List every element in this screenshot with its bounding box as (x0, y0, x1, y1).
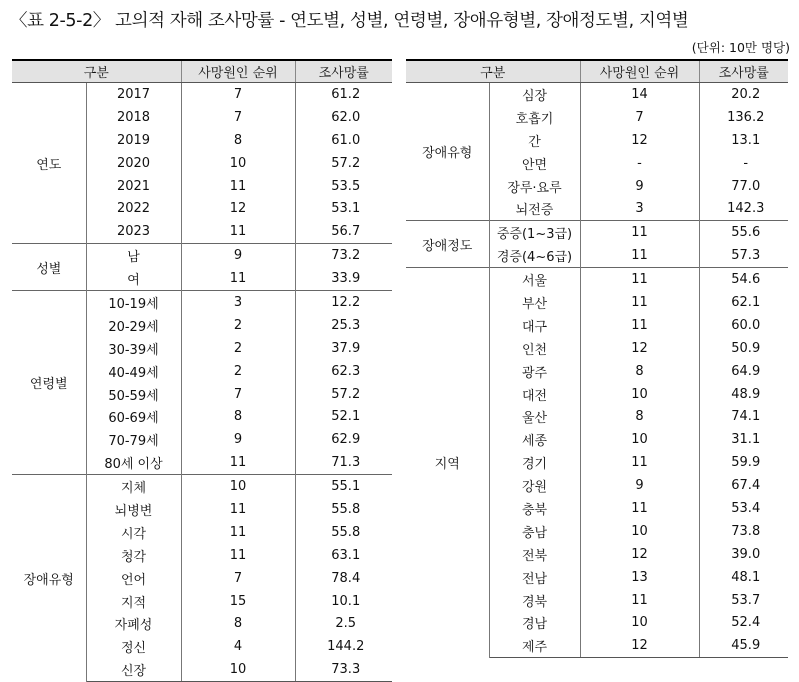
row-rate: 10.1 (331, 593, 361, 609)
row-rank: 11 (580, 589, 699, 612)
row-rate: 136.2 (727, 109, 765, 125)
row-item: 인천 (489, 337, 580, 360)
row-item: 울산 (489, 405, 580, 428)
row-rank: 2 (181, 337, 295, 360)
row-item: 신장 (86, 658, 181, 681)
row-rate: 20.2 (731, 86, 761, 102)
row-item: 자폐성 (86, 612, 181, 635)
row-rank: 11 (181, 521, 295, 544)
table-row (406, 268, 788, 291)
table-row (406, 221, 788, 244)
row-rank: 11 (181, 267, 295, 290)
row-item: 30-39세 (86, 337, 181, 360)
row-rate: 62.0 (331, 109, 361, 125)
row-item: 언어 (86, 567, 181, 590)
row-item: 뇌병변 (86, 498, 181, 521)
row-rank: 10 (181, 658, 295, 681)
group-label: 지역 (406, 268, 489, 658)
row-item: 광주 (489, 360, 580, 383)
row-rank: 11 (580, 314, 699, 337)
row-rank: 12 (580, 634, 699, 657)
row-item: 정신 (86, 635, 181, 658)
row-rate: 62.9 (331, 432, 361, 448)
row-rank: 11 (580, 451, 699, 474)
row-rank: 12 (181, 197, 295, 220)
row-rank: 11 (181, 498, 295, 521)
row-rate: 144.2 (327, 639, 365, 655)
group-label: 장애유형 (406, 83, 489, 221)
row-item: 지체 (86, 475, 181, 498)
row-item: 2022 (86, 197, 181, 220)
row-rank: 7 (181, 83, 295, 106)
row-rank: 14 (580, 83, 699, 106)
row-item: 50-59세 (86, 383, 181, 406)
row-rate: 62.1 (731, 294, 761, 310)
row-rate: 39.0 (731, 546, 761, 562)
row-rank: 7 (181, 567, 295, 590)
group-label: 연령별 (12, 291, 86, 475)
row-rank: 9 (181, 244, 295, 267)
row-item: 경기 (489, 451, 580, 474)
row-rank: 11 (580, 221, 699, 244)
row-item: 충남 (489, 520, 580, 543)
row-item: 지적 (86, 590, 181, 613)
table-title: 〈표 2-5-2〉 고의적 자해 조사망률 - 연도별, 성별, 연령별, 장애유형별, 장애정도별, 지역별 (10, 11, 689, 31)
row-rank: 8 (580, 360, 699, 383)
header-group: 구분 (406, 60, 580, 83)
row-item: 호흡기 (489, 106, 580, 129)
row-rate: - (743, 155, 749, 171)
row-rank: 8 (181, 129, 295, 152)
row-rank: 3 (181, 291, 295, 314)
row-item: 경증(4~6급) (489, 244, 580, 267)
row-rank: 2 (181, 360, 295, 383)
row-rank: 11 (181, 451, 295, 474)
row-rate: 55.8 (331, 501, 361, 517)
row-item: 60-69세 (86, 405, 181, 428)
row-item: 대전 (489, 383, 580, 406)
row-rate: 52.1 (331, 409, 361, 425)
row-rate: 53.1 (331, 201, 361, 217)
row-item: 장루·요루 (489, 175, 580, 198)
row-item: 남 (86, 244, 181, 267)
row-rank: 12 (580, 129, 699, 152)
row-rank: 9 (580, 474, 699, 497)
row-item: 충북 (489, 497, 580, 520)
row-item: 전남 (489, 566, 580, 589)
row-rate: 53.5 (331, 178, 361, 194)
row-rank: - (580, 152, 699, 175)
row-item: 2019 (86, 129, 181, 152)
row-rank: 13 (580, 566, 699, 589)
row-rank: 8 (181, 612, 295, 635)
row-rate: 50.9 (731, 340, 761, 356)
row-rate: 64.9 (731, 363, 761, 379)
row-item: 여 (86, 267, 181, 290)
row-item: 뇌전증 (489, 197, 580, 220)
group-label: 장애정도 (406, 221, 489, 268)
row-rate: 52.4 (731, 615, 761, 631)
row-item: 2021 (86, 175, 181, 198)
row-item: 80세 이상 (86, 451, 181, 474)
row-item: 2023 (86, 220, 181, 243)
row-rate: 73.2 (295, 244, 392, 267)
row-rank: 10 (181, 152, 295, 175)
header-rank: 사망원인 순위 (580, 60, 699, 83)
row-rank: 10 (580, 383, 699, 406)
row-item: 안면 (489, 152, 580, 175)
row-rank: 7 (580, 106, 699, 129)
header-rank: 사망원인 순위 (181, 60, 295, 83)
table-row (406, 83, 788, 106)
row-item: 서울 (489, 268, 580, 291)
row-rank: 10 (580, 428, 699, 451)
row-item: 2018 (86, 106, 181, 129)
row-item: 간 (489, 129, 580, 152)
row-item: 부산 (489, 291, 580, 314)
row-rank: 2 (181, 314, 295, 337)
table-row (12, 475, 392, 498)
row-rate: 45.9 (699, 634, 788, 657)
row-rate: 48.1 (731, 569, 761, 585)
row-rate: 57.2 (331, 386, 361, 402)
row-item: 세종 (489, 428, 580, 451)
row-item: 70-79세 (86, 428, 181, 451)
row-rank: 11 (580, 244, 699, 267)
row-rank: 15 (181, 590, 295, 613)
row-rank: 10 (181, 475, 295, 498)
table-row (12, 291, 392, 314)
row-rank: 11 (580, 497, 699, 520)
row-rank: 7 (181, 106, 295, 129)
row-rate: 55.8 (331, 524, 361, 540)
row-rate: 12.2 (295, 291, 392, 314)
row-rate: 57.3 (731, 248, 761, 264)
row-item: 경북 (489, 589, 580, 612)
row-rank: 9 (580, 175, 699, 198)
unit-note: (단위: 10만 명당) (691, 40, 790, 55)
row-rate: 61.2 (331, 86, 361, 102)
row-rank: 12 (580, 337, 699, 360)
row-rate: 78.4 (331, 570, 361, 586)
row-rate: 33.9 (331, 271, 361, 287)
row-rank: 8 (181, 405, 295, 428)
row-rate: 67.4 (731, 478, 761, 494)
row-rank: 11 (181, 175, 295, 198)
row-item: 2017 (86, 83, 181, 106)
table-row (12, 83, 392, 106)
row-rate: 74.1 (731, 409, 761, 425)
row-rate: 37.9 (331, 340, 361, 356)
row-item: 청각 (86, 544, 181, 567)
row-item: 20-29세 (86, 314, 181, 337)
row-item: 2020 (86, 152, 181, 175)
row-item: 경남 (489, 611, 580, 634)
row-rank: 11 (181, 220, 295, 243)
row-rate: 53.7 (731, 592, 761, 608)
row-item: 심장 (489, 83, 580, 106)
row-item: 10-19세 (86, 291, 181, 314)
row-rate: 61.0 (331, 132, 361, 148)
row-rank: 11 (580, 268, 699, 291)
header-rate: 조사망률 (699, 60, 788, 83)
left-header-row (12, 60, 392, 83)
row-item: 강원 (489, 474, 580, 497)
row-item: 대구 (489, 314, 580, 337)
row-rate: 73.8 (731, 523, 761, 539)
row-item: 전북 (489, 543, 580, 566)
row-rate: 31.1 (731, 432, 761, 448)
row-rate: 63.1 (331, 547, 361, 563)
row-rate: 57.2 (331, 155, 361, 171)
row-rank: 12 (580, 543, 699, 566)
row-rate: 60.0 (731, 317, 761, 333)
group-label: 연도 (12, 83, 86, 244)
row-rate: 77.0 (731, 178, 761, 194)
row-rate: 73.3 (295, 658, 392, 681)
row-item: 40-49세 (86, 360, 181, 383)
row-rank: 11 (580, 291, 699, 314)
row-item: 제주 (489, 634, 580, 657)
row-rate: 56.7 (331, 224, 361, 240)
row-rank: 3 (580, 197, 699, 220)
row-item: 시각 (86, 521, 181, 544)
row-rate: 62.3 (331, 363, 361, 379)
row-rank: 4 (181, 635, 295, 658)
row-rate: 55.1 (295, 475, 392, 498)
row-rate: 2.5 (335, 616, 357, 632)
right-table (406, 59, 788, 658)
right-header-row (406, 60, 788, 83)
row-rate: 142.3 (727, 201, 765, 217)
group-label: 장애유형 (12, 475, 86, 682)
table-row (12, 244, 392, 267)
left-table (12, 59, 392, 682)
row-rank: 10 (580, 611, 699, 634)
row-rate: 55.6 (699, 221, 788, 244)
header-group: 구분 (12, 60, 181, 83)
row-rank: 11 (181, 544, 295, 567)
row-rate: 54.6 (699, 268, 788, 291)
row-rate: 59.9 (731, 455, 761, 471)
group-label: 성별 (12, 244, 86, 291)
row-rank: 10 (580, 520, 699, 543)
row-rate: 25.3 (331, 317, 361, 333)
row-rank: 7 (181, 383, 295, 406)
row-rank: 9 (181, 428, 295, 451)
row-rate: 13.1 (731, 132, 761, 148)
row-rate: 48.9 (731, 386, 761, 402)
header-rate: 조사망률 (295, 60, 392, 83)
row-rate: 53.4 (731, 500, 761, 516)
row-rate: 71.3 (331, 455, 361, 471)
row-rank: 8 (580, 405, 699, 428)
row-item: 중증(1~3급) (489, 221, 580, 244)
